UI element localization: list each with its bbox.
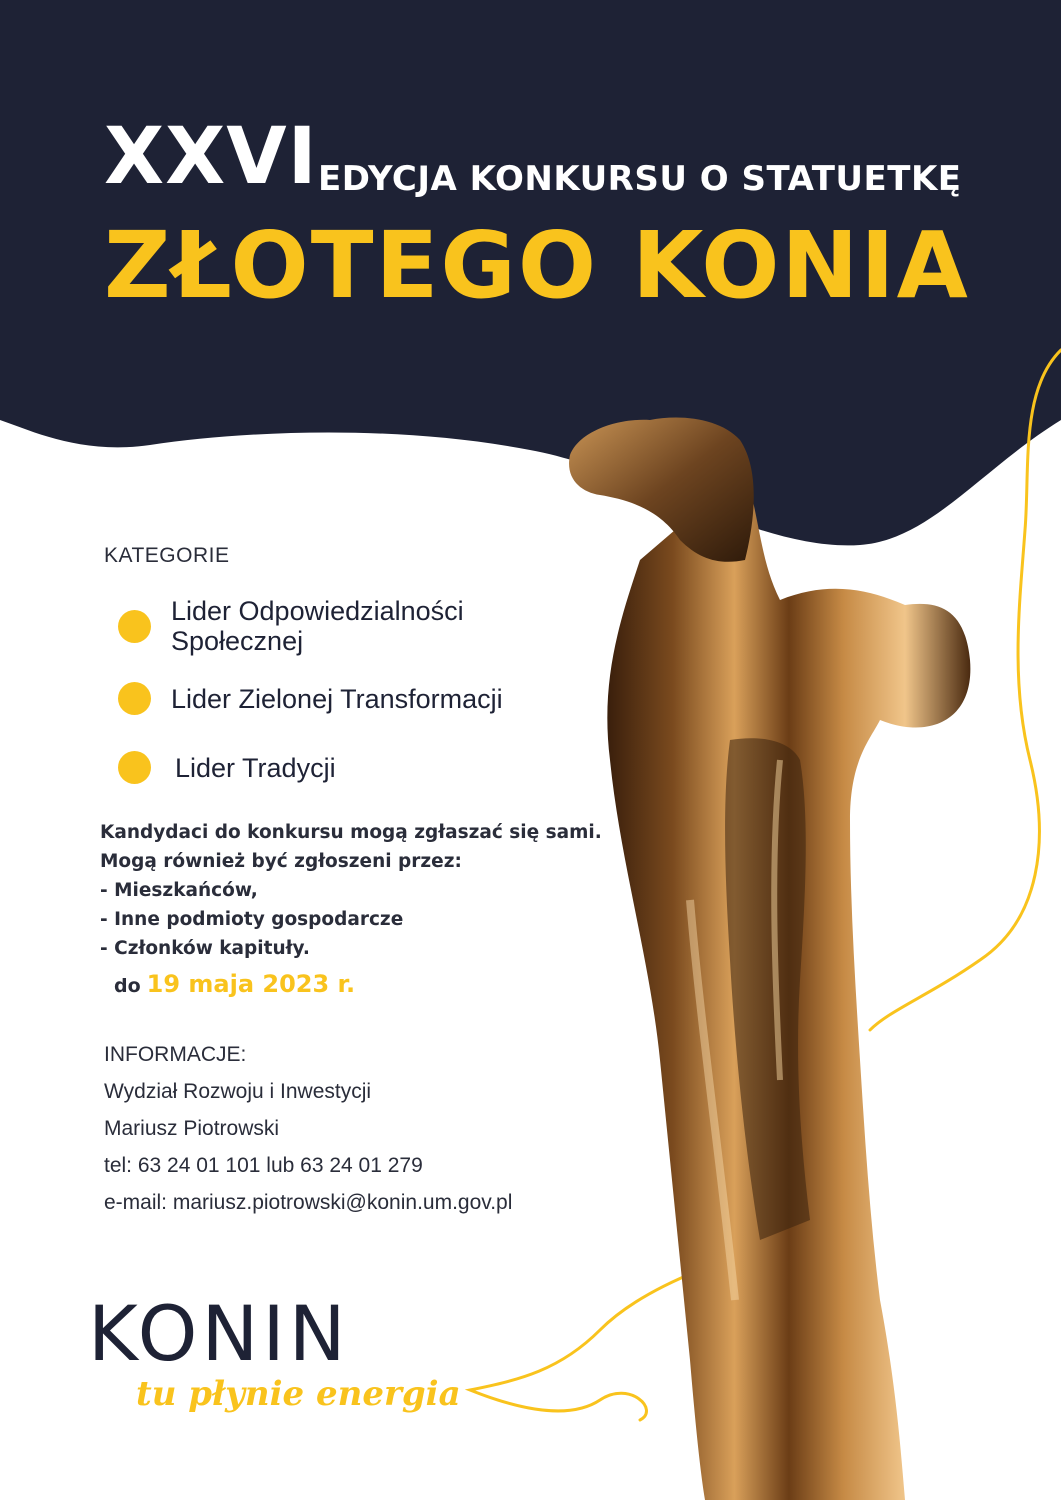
contact-info — [104, 1036, 512, 1221]
konin-logo — [86, 1289, 466, 1436]
logo-tagline: tu płynie energia — [136, 1374, 461, 1414]
category-item — [118, 596, 464, 656]
poster-title: ZŁOTEGO KONIA — [104, 212, 970, 319]
category-label: Lider Odpowiedzialności Społecznej — [171, 596, 464, 656]
category-label: Lider Zielonej Transformacji — [171, 683, 503, 714]
candidates-text — [100, 818, 602, 963]
candidates-line: - Inne podmioty gospodarcze — [100, 909, 404, 930]
edition-subtitle: EDYCJA KONKURSU O STATUETKĘ — [318, 159, 962, 199]
categories-heading: KATEGORIE — [104, 544, 230, 567]
bullet-icon — [118, 610, 151, 643]
info-person: Mariusz Piotrowski — [104, 1117, 280, 1140]
bullet-icon — [118, 682, 151, 715]
category-label: Lider Tradycji — [175, 752, 336, 783]
candidates-line: Mogą również być zgłoszeni przez: — [100, 851, 462, 872]
statuette-icon — [569, 417, 970, 1500]
deadline-date: 19 maja 2023 r. — [146, 970, 356, 998]
info-heading: INFORMACJE: — [104, 1043, 247, 1066]
deadline-prefix: do — [114, 975, 141, 997]
info-department: Wydział Rozwoju i Inwestycji — [104, 1080, 372, 1103]
logo-wordmark: KONIN — [88, 1289, 350, 1378]
candidates-line: - Mieszkańców, — [100, 880, 258, 901]
bullet-icon — [118, 751, 151, 784]
category-item — [118, 751, 336, 784]
info-phone: tel: 63 24 01 101 lub 63 24 01 279 — [104, 1154, 423, 1177]
category-item — [118, 682, 503, 715]
info-email: e-mail: mariusz.piotrowski@konin.um.gov.pl — [104, 1191, 513, 1214]
candidates-line: - Członków kapituły. — [100, 938, 310, 959]
candidates-line: Kandydaci do konkursu mogą zgłaszać się sami. — [100, 822, 602, 843]
deadline — [114, 970, 355, 998]
edition-number: XXVI — [104, 112, 318, 202]
